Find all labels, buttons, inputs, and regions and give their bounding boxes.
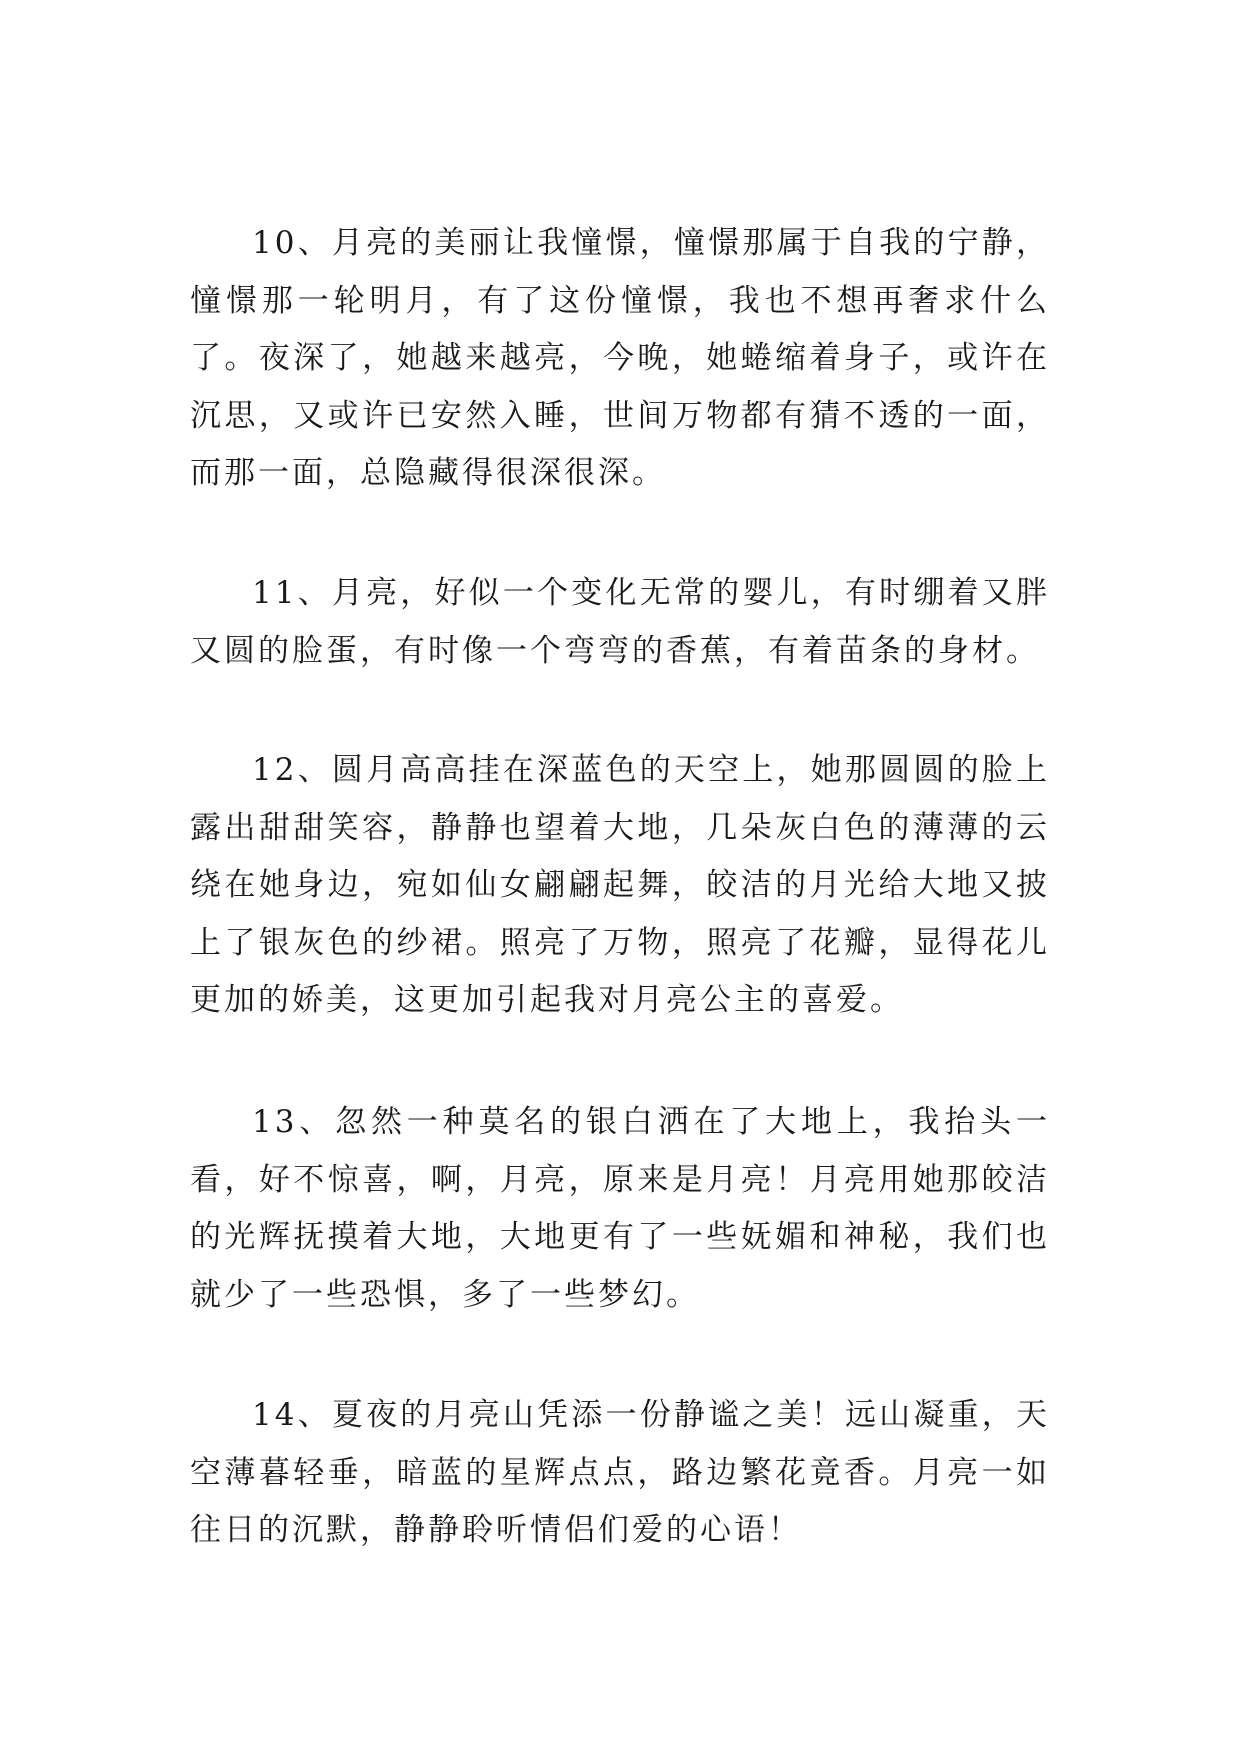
paragraph-10: 10、月亮的美丽让我憧憬，憧憬那属于自我的宁静，憧憬那一轮明月，有了这份憧憬，我也不想再奢求什么了。夜深了，她越来越亮，今晚，她蜷缩着身子，或许在沉思，又或许已安然入睡，世间万物都有猜不透的一面，而那一面，总隐藏得很深很深。 <box>190 225 1050 491</box>
paragraph-14: 14、夏夜的月亮山凭添一份静谧之美！远山凝重，天空薄暮轻垂，暗蓝的星辉点点，路边繁花竟香。月亮一如往日的沉默，静静聆听情侣们爱的心语！ <box>190 1397 1050 1548</box>
paragraph-12: 12、圆月高高挂在深蓝色的天空上，她那圆圆的脸上露出甜甜笑容，静静也望着大地，几朵灰白色的薄薄的云绕在她身边，宛如仙女翩翩起舞，皎洁的月光给大地又披上了银灰色的纱裙。照亮了万物，照亮了花瓣，显得花儿更加的娇美，这更加引起我对月亮公主的喜爱。 <box>190 752 1050 1018</box>
paragraph-11: 11、月亮，好似一个变化无常的婴儿，有时绷着又胖又圆的脸蛋，有时像一个弯弯的香蕉，有着苗条的身材。 <box>190 575 1050 669</box>
paragraph-13: 13、忽然一种莫名的银白洒在了大地上，我抬头一看，好不惊喜，啊，月亮，原来是月亮！月亮用她那皎洁的光辉抚摸着大地，大地更有了一些妩媚和神秘，我们也就少了一些恐惧，多了一些梦幻。 <box>190 1104 1050 1313</box>
